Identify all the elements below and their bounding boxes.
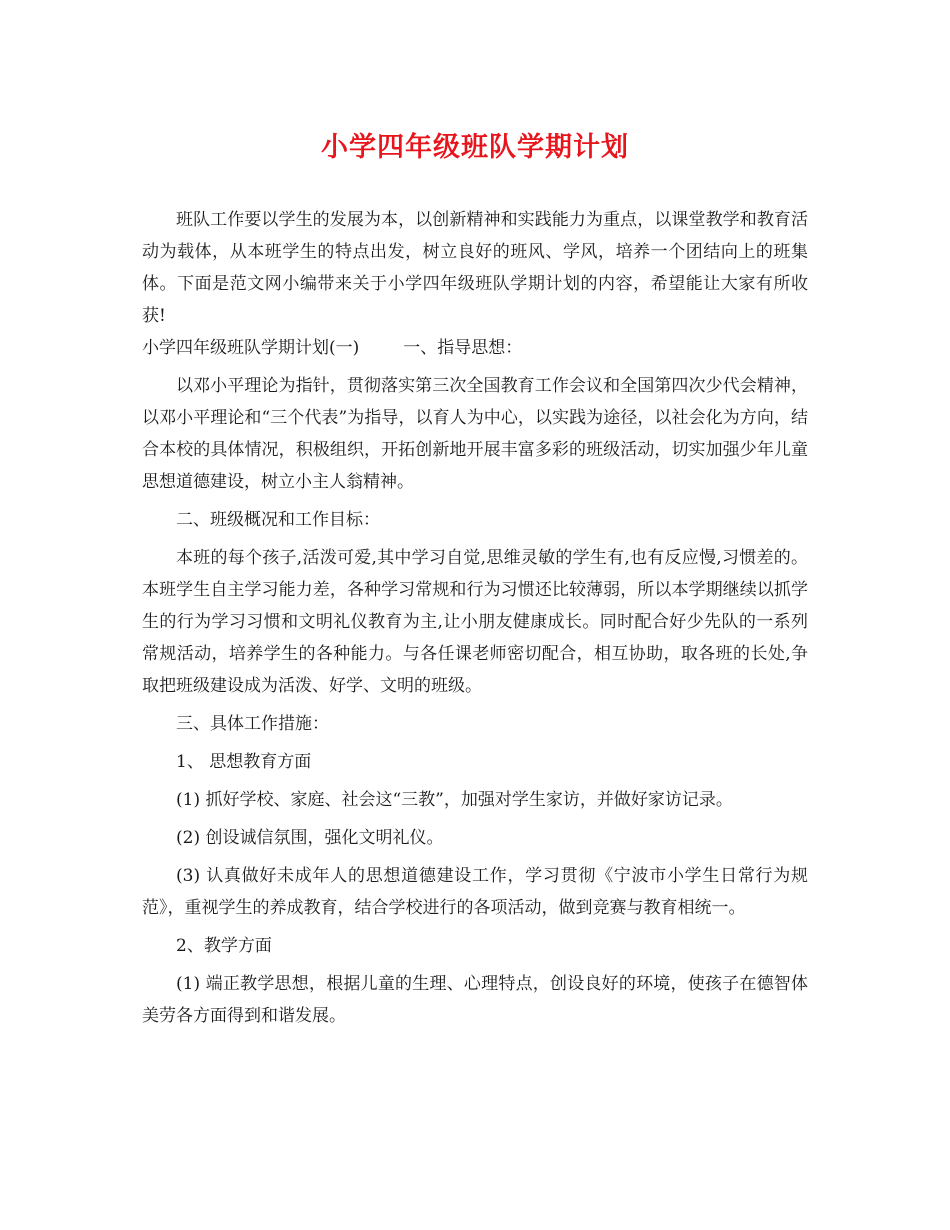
sub2-item-1: (1) 端正教学思想，根据儿童的生理、心理特点，创设良好的环境，使孩子在德智体美劳各方面得到和谐发展。 [142,974,808,1026]
section2-heading: 二、班级概况和工作目标： [176,510,380,530]
section1-paragraph: 以邓小平理论为指针，贯彻落实第三次全国教育工作会议和全国第四次少代会精神，以邓小平理论和“三个代表”为指导，以育人为中心，以实践为途径，以社会化为方向，结合本校的具体情况，积极组织，开拓创新地开展丰富多彩的班级活动，切实加强少年儿童思想道德建设，树立小主人翁精神。 [142,376,808,492]
plan-heading: 小学四年级班队学期计划(一) [142,338,360,358]
sub1-item-2: (2) 创设诚信氛围，强化文明礼仪。 [176,828,444,848]
sub1-item-1: (1) 抓好学校、家庭、社会这“三教”，加强对学生家访，并做好家访记录。 [176,790,733,810]
intro-paragraph: 班队工作要以学生的发展为本，以创新精神和实践能力为重点，以课堂教学和教育活动为载体，从本班学生的特点出发，树立良好的班风、学风，培养一个团结向上的班集体。下面是范文网小编带来关于小学四年级班队学期计划的内容，希望能让大家有所收获! [142,210,808,326]
sub2-heading: 2、教学方面 [176,936,272,956]
sub1-item-3: (3) 认真做好未成年人的思想道德建设工作，学习贯彻《宁波市小学生日常行为规范》，重视学生的养成教育，结合学校进行的各项活动，做到竞赛与教育相统一。 [142,866,808,918]
section2-paragraph: 本班的每个孩子,活泼可爱,其中学习自觉,思维灵敏的学生有,也有反应慢,习惯差的。本班学生自主学习能力差，各种学习常规和行为习惯还比较薄弱，所以本学期继续以抓学生的行为学习习惯和文明礼仪教育为主,让小朋友健康成长。同时配合好少先队的一系列常规活动，培养学生的各种能力。与各任课老师密切配合，相互协助，取各班的长处,争取把班级建设成为活泼、好学、文明的班级。 [142,548,808,696]
section1-heading: 一、指导思想： [403,338,523,358]
sub1-heading: 1、 思想教育方面 [176,752,312,772]
section3-heading: 三、具体工作措施： [176,714,329,734]
document-body [142,204,808,1032]
plan-heading-line [142,332,808,364]
document-title: 小学四年级班队学期计划 [321,132,629,163]
